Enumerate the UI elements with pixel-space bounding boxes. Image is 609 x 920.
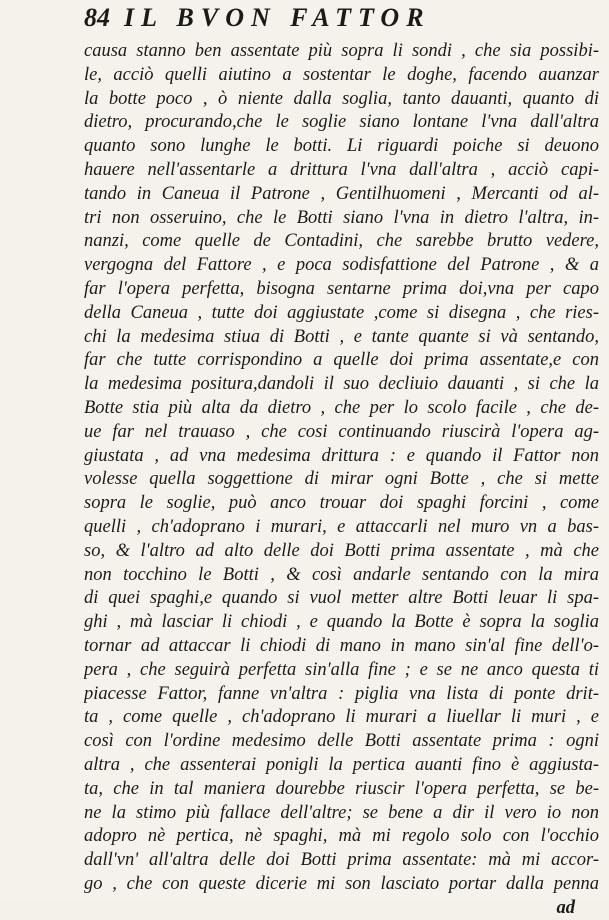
text-line: nanzi, come quelle de Contadini, che sarebbe brutto vedere, <box>84 231 599 252</box>
text-line: dall'vn' all'altra delle doi Botti prima assentate: mà mi accor- <box>84 850 599 871</box>
text-line: piacesse Fattor, fanne vn'altra : piglia vna lista di ponte drit- <box>84 683 599 704</box>
text-line: vergogna del Fattore , e poca sodisfattione del Patrone , & a <box>84 255 599 276</box>
page-header <box>84 3 604 33</box>
text-line: la medesima positura,dandoli il suo decliuio dauanti , si che la <box>84 374 599 395</box>
text-line: ta, che in tal maniera dourebbe riuscir l'opera perfetta, se be- <box>84 778 599 799</box>
text-line: altra , che assenterai ponigli la pertica auanti fino è aggiusta- <box>84 754 599 775</box>
body-text <box>84 40 599 920</box>
text-line: ta , come quelle , ch'adoprano li murari a liuellar li muri , e <box>84 707 599 728</box>
running-head: IL BVON FATTOR <box>124 3 431 32</box>
text-line: le, acciò quelli aiutino a sostentar le doghe, facendo auanzar <box>84 64 599 85</box>
text-line: go , che con queste dicerie mi son lasciato portar dalla penna <box>84 873 599 894</box>
text-line: adopro nè pertica, nè spaghi, mà mi regolo solo con l'occhio <box>84 826 599 847</box>
text-line: quanto sono lunghe le botti. Li riguardi poiche si deuono <box>84 136 599 157</box>
text-line: la botte poco , ò niente dalla soglia, tanto dauanti, quanto di <box>84 88 599 109</box>
text-line: dietro, procurando,che le soglie siano lontane l'vna dall'altra <box>84 112 599 133</box>
text-line: ne la stimo più fallace dell'altre; se bene a dir il vero io non <box>84 802 599 823</box>
catchword: ad <box>556 897 575 918</box>
text-line: quelli , ch'adoprano i murari, e attaccarli nel muro vn a bas- <box>84 516 599 537</box>
text-line: giustata , ad vna medesima drittura : e quando il Fattor non <box>84 445 599 466</box>
text-line: Botte stia più alta da dietro , che per lo scolo facile , che de- <box>84 397 599 418</box>
text-line: tornar ad attaccar li chiodi di mano in mano sin'al fine dell'o- <box>84 635 599 656</box>
text-line: della Caneua , tutte doi aggiustate ,come si disegna , che ries- <box>84 302 599 323</box>
text-line: volesse quella soggettione di mirar ogni Botte , che si mette <box>84 469 599 490</box>
text-line: di quei spaghi,e quando si vuol metter altre Botti leuar li spa- <box>84 588 599 609</box>
text-line: hauere nell'assentarle a drittura l'vna dall'altra , acciò capi- <box>84 159 599 180</box>
text-line: tando in Caneua il Patrone , Gentilhuomeni , Mercanti od al- <box>84 183 599 204</box>
text-line: far l'opera perfetta, bisogna sentarne prima doi,vna per capo <box>84 278 599 299</box>
text-line: ue far nel trauaso , che cosi continuando riuscirà l'opera ag- <box>84 421 599 442</box>
text-line: chi la medesima stiua di Botti , e tante quante si và sentando, <box>84 326 599 347</box>
page-number: 84 <box>84 3 110 32</box>
text-line: so, & l'altro ad alto delle doi Botti prima assentate , mà che <box>84 540 599 561</box>
text-line: sopra le soglie, può anco trouar doi spaghi forcini , come <box>84 493 599 514</box>
text-line: pera , che seguirà perfetta sin'alla fine ; e se ne anco questa ti <box>84 659 599 680</box>
text-line: tri non osseruino, che le Botti siano l'vna in dietro l'altra, in- <box>84 207 599 228</box>
text-line: non tocchino le Botti , & così andarle sentando con la mira <box>84 564 599 585</box>
text-line: ghi , mà lasciar li chiodi , e quando la Botte è sopra la soglia <box>84 612 599 633</box>
text-line: così con l'ordine medesimo delle Botti assentate prima : ogni <box>84 731 599 752</box>
text-line: causa stanno ben assentate più sopra li sondi , che sia possibi- <box>84 41 599 61</box>
text-line: far che tutte corrispondino a quelle doi prima assentate,e con <box>84 350 599 371</box>
